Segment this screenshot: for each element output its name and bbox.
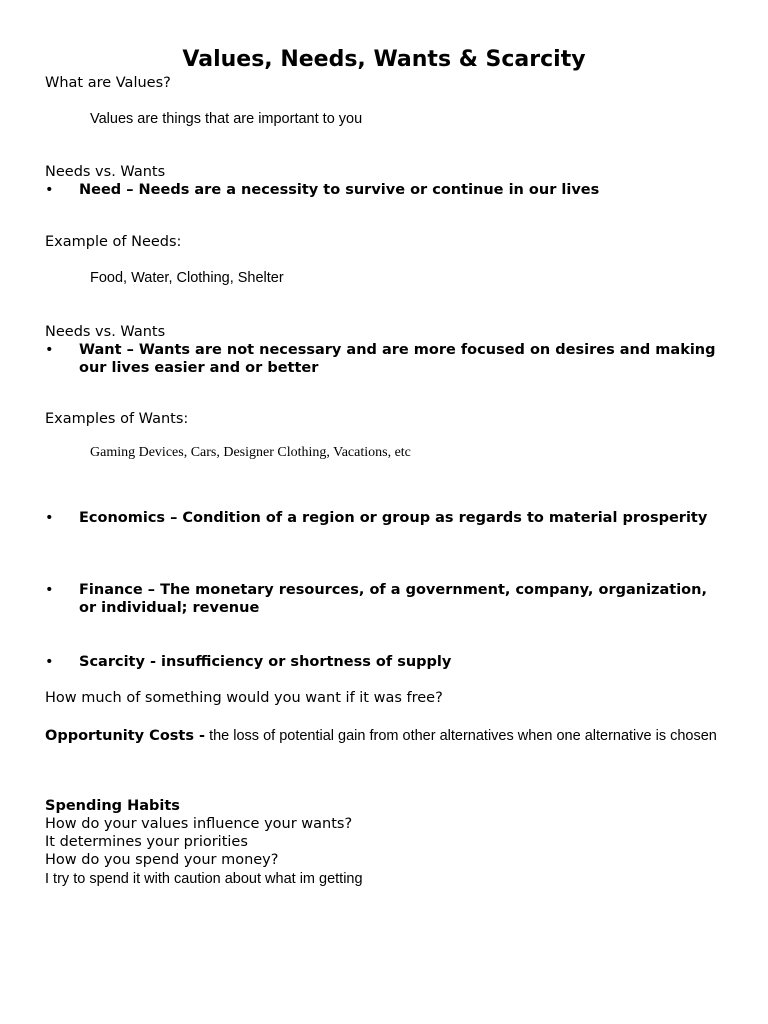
free-question: How much of something would you want if it was free?: [45, 690, 443, 706]
need-definition: Need – Needs are a necessity to survive or continue in our lives: [79, 182, 600, 198]
spending-answer-2: I try to spend it with caution about what im getting: [45, 871, 363, 887]
opportunity-costs-label: Opportunity Costs -: [45, 728, 206, 744]
needs-vs-wants-heading-1: Needs vs. Wants: [45, 164, 166, 180]
scarcity-definition: Scarcity - insufficiency or shortness of supply: [79, 654, 452, 670]
want-definition: Want – Wants are not necessary and are more focused on desires and making our lives easier and or better: [79, 342, 716, 376]
values-answer: Values are things that are important to you: [90, 111, 363, 127]
wants-examples-heading: Examples of Wants:: [45, 411, 189, 427]
finance-definition: Finance – The monetary resources, of a government, company, organization, or individual; revenue: [79, 582, 707, 616]
values-heading: What are Values?: [45, 75, 171, 91]
needs-examples: Food, Water, Clothing, Shelter: [90, 270, 284, 286]
needs-vs-wants-heading-2: Needs vs. Wants: [45, 324, 166, 340]
spending-question-2: How do you spend your money?: [45, 852, 279, 868]
opportunity-costs-paragraph: [45, 726, 725, 745]
needs-examples-heading: Example of Needs:: [45, 234, 182, 250]
spending-habits-heading: Spending Habits: [45, 798, 180, 814]
wants-examples: Gaming Devices, Cars, Designer Clothing, Vacations, etc: [90, 445, 411, 460]
bullet-icon: •: [45, 182, 54, 198]
economics-definition: Economics – Condition of a region or group as regards to material prosperity: [79, 510, 708, 526]
bullet-icon: •: [45, 654, 54, 670]
opportunity-costs-definition: the loss of potential gain from other alternatives when one alternative is chosen: [205, 728, 717, 744]
bullet-icon: •: [45, 582, 54, 598]
bullet-icon: •: [45, 510, 54, 526]
page-title: Values, Needs, Wants & Scarcity: [182, 47, 586, 72]
bullet-icon: •: [45, 342, 54, 358]
spending-question-1: How do your values influence your wants?: [45, 816, 353, 832]
spending-answer-1: It determines your priorities: [45, 834, 248, 850]
